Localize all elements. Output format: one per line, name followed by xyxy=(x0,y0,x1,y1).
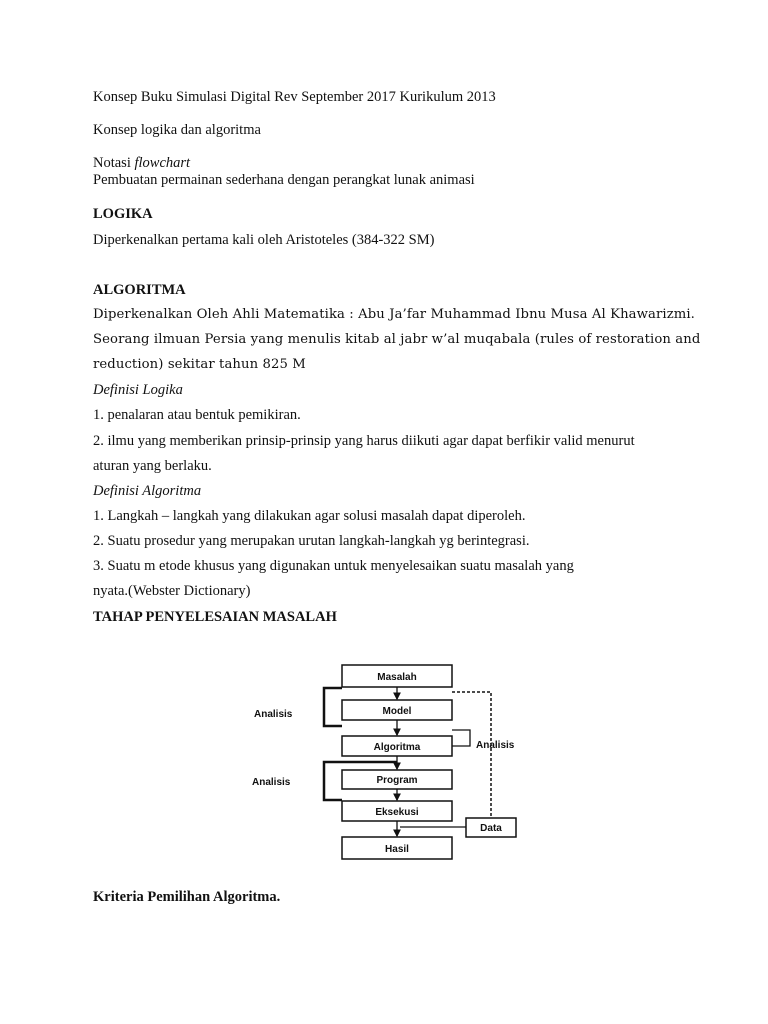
definisi-algoritma-item-1: 1. Langkah – langkah yang dilakukan agar solusi masalah dapat diperoleh. xyxy=(93,508,526,524)
notation-italic: flowchart xyxy=(134,155,191,171)
box-masalah-label: Masalah xyxy=(377,672,417,683)
game-line: Pembuatan permainan sederhana dengan perangkat lunak animasi xyxy=(93,172,475,188)
feedback-line xyxy=(452,730,470,746)
box-eksekusi-label: Eksekusi xyxy=(375,807,419,818)
tahap-heading: TAHAP PENYELESAIAN MASALAH xyxy=(93,609,337,625)
box-algoritma-label: Algoritma xyxy=(373,742,421,753)
logika-heading: LOGIKA xyxy=(93,206,153,222)
kriteria-heading: Kriteria Pemilihan Algoritma. xyxy=(93,889,281,905)
dotted-analisis-path xyxy=(452,692,491,818)
definisi-algoritma-item-3a: 3. Suatu m etode khusus yang digunakan untuk menyelesaikan suatu masalah yang xyxy=(93,558,574,574)
analisis-right-label: Analisis xyxy=(476,740,515,751)
definisi-logika-item-1: 1. penalaran atau bentuk pemikiran. xyxy=(93,407,301,423)
algoritma-paragraph-2: Seorang ilmuan Persia yang menulis kitab al jabr w’al muqabala (rules of restoration and xyxy=(93,332,701,347)
notation-prefix: Notasi xyxy=(93,155,135,171)
box-program-label: Program xyxy=(376,775,418,786)
logika-text: Diperkenalkan pertama kali oleh Aristoteles (384-322 SM) xyxy=(93,232,435,248)
definisi-logika-item-2b: aturan yang berlaku. xyxy=(93,458,212,474)
box-hasil-label: Hasil xyxy=(385,844,409,855)
definisi-algoritma-title: Definisi Algoritma xyxy=(93,483,202,499)
notation-line xyxy=(93,154,190,172)
box-data-label: Data xyxy=(480,823,502,834)
definisi-algoritma-item-2: 2. Suatu prosedur yang merupakan urutan langkah-langkah yg berintegrasi. xyxy=(93,533,530,549)
analisis-left-1-label: Analisis xyxy=(254,709,293,720)
box-model-label: Model xyxy=(382,706,412,717)
doc-title-line: Konsep Buku Simulasi Digital Rev September 2017 Kurikulum 2013 xyxy=(93,89,496,105)
loop-analisis-1 xyxy=(324,688,342,726)
definisi-algoritma-item-3b: nyata.(Webster Dictionary) xyxy=(93,583,251,599)
definisi-logika-item-2a: 2. ilmu yang memberikan prinsip-prinsip yang harus diikuti agar dapat berfikir valid menurut xyxy=(93,433,635,449)
algoritma-paragraph-3: reduction) sekitar tahun 825 M xyxy=(93,357,306,372)
algoritma-paragraph-1: Diperkenalkan Oleh Ahli Matematika : Abu Ja’far Muhammad Ibnu Musa Al Khawarizmi. xyxy=(93,307,695,322)
algoritma-heading: ALGORITMA xyxy=(93,282,186,298)
subtitle-line: Konsep logika dan algoritma xyxy=(93,122,261,138)
definisi-logika-title: Definisi Logika xyxy=(93,382,183,398)
problem-solving-flowchart xyxy=(240,660,530,870)
analisis-left-2-label: Analisis xyxy=(252,777,291,788)
